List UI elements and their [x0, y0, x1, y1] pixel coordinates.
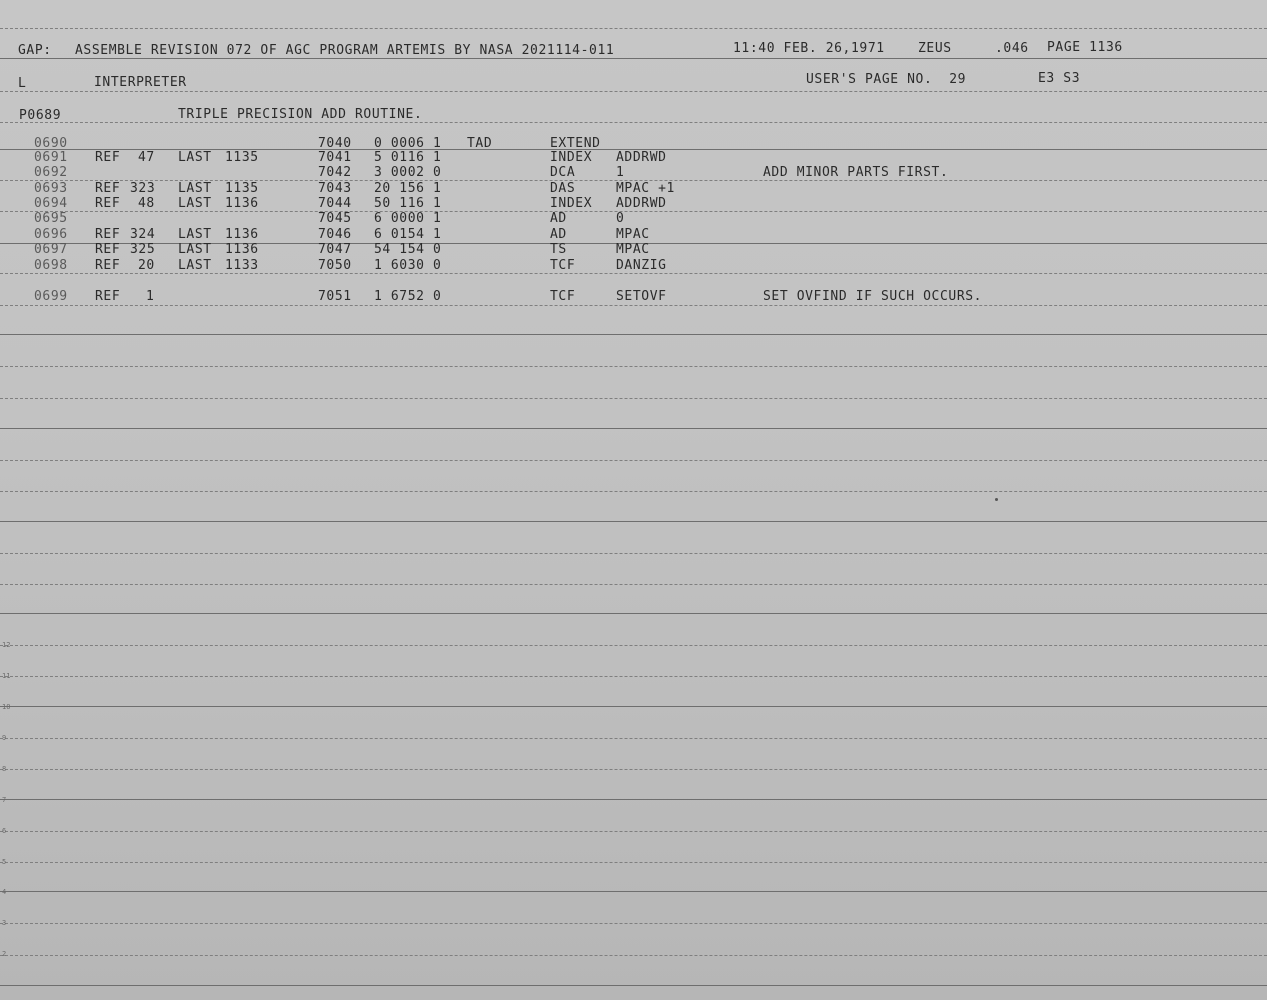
line-number: 0694 — [34, 196, 68, 211]
page-number: PAGE 1136 — [1047, 40, 1123, 55]
machine-code: 5 0116 1 — [374, 150, 442, 165]
ref-label: REF — [95, 258, 121, 273]
opcode: AD — [550, 211, 567, 226]
operand: MPAC — [616, 227, 650, 242]
last-number: 1135 — [225, 181, 259, 196]
routine-comment: TRIPLE PRECISION ADD ROUTINE. — [178, 107, 423, 122]
rule-line — [0, 584, 1267, 585]
address: 7050 — [318, 258, 352, 273]
ref-number: 47 — [138, 150, 155, 165]
opcode: TCF — [550, 289, 576, 304]
last-number: 1136 — [225, 227, 259, 242]
l-marker: L — [18, 76, 27, 91]
operand: 1 — [616, 165, 625, 180]
line-number: 0695 — [34, 211, 68, 226]
print-speck — [995, 498, 998, 501]
address: 7044 — [318, 196, 352, 211]
line-number: 0699 — [34, 289, 68, 304]
address: 7047 — [318, 242, 352, 257]
address: 7040 — [318, 136, 352, 151]
opcode: INDEX — [550, 196, 593, 211]
rule-line — [0, 398, 1267, 399]
rule-line — [0, 769, 1267, 770]
machine-code: 6 0154 1 — [374, 227, 442, 242]
rule-line — [0, 706, 1267, 707]
last-number: 1136 — [225, 196, 259, 211]
opcode: TCF — [550, 258, 576, 273]
assembly-title: ASSEMBLE REVISION 072 OF AGC PROGRAM ARTEMIS BY NASA 2021114-011 — [75, 43, 615, 58]
machine-code: 20 156 1 — [374, 181, 442, 196]
rule-line — [0, 460, 1267, 461]
system-name: ZEUS — [918, 41, 952, 56]
address: 7041 — [318, 150, 352, 165]
machine-code: 1 6030 0 — [374, 258, 442, 273]
ref-label: REF — [95, 196, 121, 211]
machine-code: 3 0002 0 — [374, 165, 442, 180]
opcode: TS — [550, 242, 567, 257]
last-label: LAST — [178, 242, 212, 257]
line-number: 0698 — [34, 258, 68, 273]
line-number: 0691 — [34, 150, 68, 165]
section-name: INTERPRETER — [94, 75, 187, 90]
ref-label: REF — [95, 181, 121, 196]
opcode: DCA — [550, 165, 576, 180]
margin-number: 4 — [2, 888, 7, 896]
ref-label: REF — [95, 289, 121, 304]
ref-number: 323 — [130, 181, 156, 196]
rule-line — [0, 985, 1267, 986]
ref-label: REF — [95, 227, 121, 242]
margin-number: 10 — [2, 703, 11, 711]
margin-number: 12 — [2, 641, 11, 649]
rule-line — [0, 91, 1267, 92]
ref-number: 20 — [138, 258, 155, 273]
margin-number: 11 — [2, 672, 11, 680]
machine-code: 54 154 0 — [374, 242, 442, 257]
machine-code: 1 6752 0 — [374, 289, 442, 304]
rule-line — [0, 738, 1267, 739]
last-label: LAST — [178, 258, 212, 273]
address: 7045 — [318, 211, 352, 226]
rule-line — [0, 553, 1267, 554]
margin-number: 3 — [2, 919, 7, 927]
timestamp: 11:40 FEB. 26,1971 — [733, 41, 885, 56]
ref-label: REF — [95, 150, 121, 165]
gap-label: GAP: — [18, 43, 52, 58]
rule-line — [0, 366, 1267, 367]
ref-label: REF — [95, 242, 121, 257]
rule-line — [0, 923, 1267, 924]
rule-line — [0, 955, 1267, 956]
rule-line — [0, 273, 1267, 274]
margin-number: 5 — [2, 858, 7, 866]
rule-line — [0, 799, 1267, 800]
line-comment: SET OVFIND IF SUCH OCCURS. — [763, 289, 983, 304]
operand: SETOVF — [616, 289, 667, 304]
rule-line — [0, 831, 1267, 832]
rule-line — [0, 28, 1267, 29]
last-number: 1135 — [225, 150, 259, 165]
last-number: 1136 — [225, 242, 259, 257]
address: 7043 — [318, 181, 352, 196]
last-label: LAST — [178, 181, 212, 196]
line-number: 0692 — [34, 165, 68, 180]
symbol-label: TAD — [467, 136, 493, 151]
line-number: 0690 — [34, 136, 68, 151]
users-page-number: USER'S PAGE NO. 29 — [806, 72, 967, 87]
margin-number: 9 — [2, 734, 7, 742]
rule-line — [0, 676, 1267, 677]
address: 7046 — [318, 227, 352, 242]
line-number: 0693 — [34, 181, 68, 196]
operand: MPAC +1 — [616, 181, 675, 196]
rule-line — [0, 122, 1267, 123]
last-label: LAST — [178, 227, 212, 242]
rule-line — [0, 645, 1267, 646]
last-number: 1133 — [225, 258, 259, 273]
opcode: EXTEND — [550, 136, 601, 151]
line-number: 0696 — [34, 227, 68, 242]
opcode: AD — [550, 227, 567, 242]
line-comment: ADD MINOR PARTS FIRST. — [763, 165, 949, 180]
opcode: INDEX — [550, 150, 593, 165]
last-label: LAST — [178, 150, 212, 165]
ref-number: 48 — [138, 196, 155, 211]
rule-line — [0, 305, 1267, 306]
e3-s3-marker: E3 S3 — [1038, 71, 1081, 86]
rule-line — [0, 491, 1267, 492]
opcode: DAS — [550, 181, 576, 196]
operand: ADDRWD — [616, 150, 667, 165]
machine-code: 6 0000 1 — [374, 211, 442, 226]
address: 7051 — [318, 289, 352, 304]
line-number: 0697 — [34, 242, 68, 257]
last-label: LAST — [178, 196, 212, 211]
rule-line — [0, 521, 1267, 522]
machine-code: 0 0006 1 — [374, 136, 442, 151]
ref-number: 1 — [146, 289, 155, 304]
operand: ADDRWD — [616, 196, 667, 211]
margin-number: 8 — [2, 765, 7, 773]
rule-line — [0, 211, 1267, 212]
rule-line — [0, 862, 1267, 863]
comment-line-id: P0689 — [19, 108, 62, 123]
rule-line — [0, 334, 1267, 335]
operand: MPAC — [616, 242, 650, 257]
margin-number: 6 — [2, 827, 7, 835]
rule-line — [0, 428, 1267, 429]
operand: 0 — [616, 211, 625, 226]
ref-number: 324 — [130, 227, 156, 242]
code-number: .046 — [995, 41, 1029, 56]
margin-number: 2 — [2, 950, 7, 958]
machine-code: 50 116 1 — [374, 196, 442, 211]
rule-line — [0, 613, 1267, 614]
ref-number: 325 — [130, 242, 156, 257]
rule-line — [0, 891, 1267, 892]
margin-number: 7 — [2, 796, 7, 804]
rule-line — [0, 58, 1267, 59]
operand: DANZIG — [616, 258, 667, 273]
address: 7042 — [318, 165, 352, 180]
